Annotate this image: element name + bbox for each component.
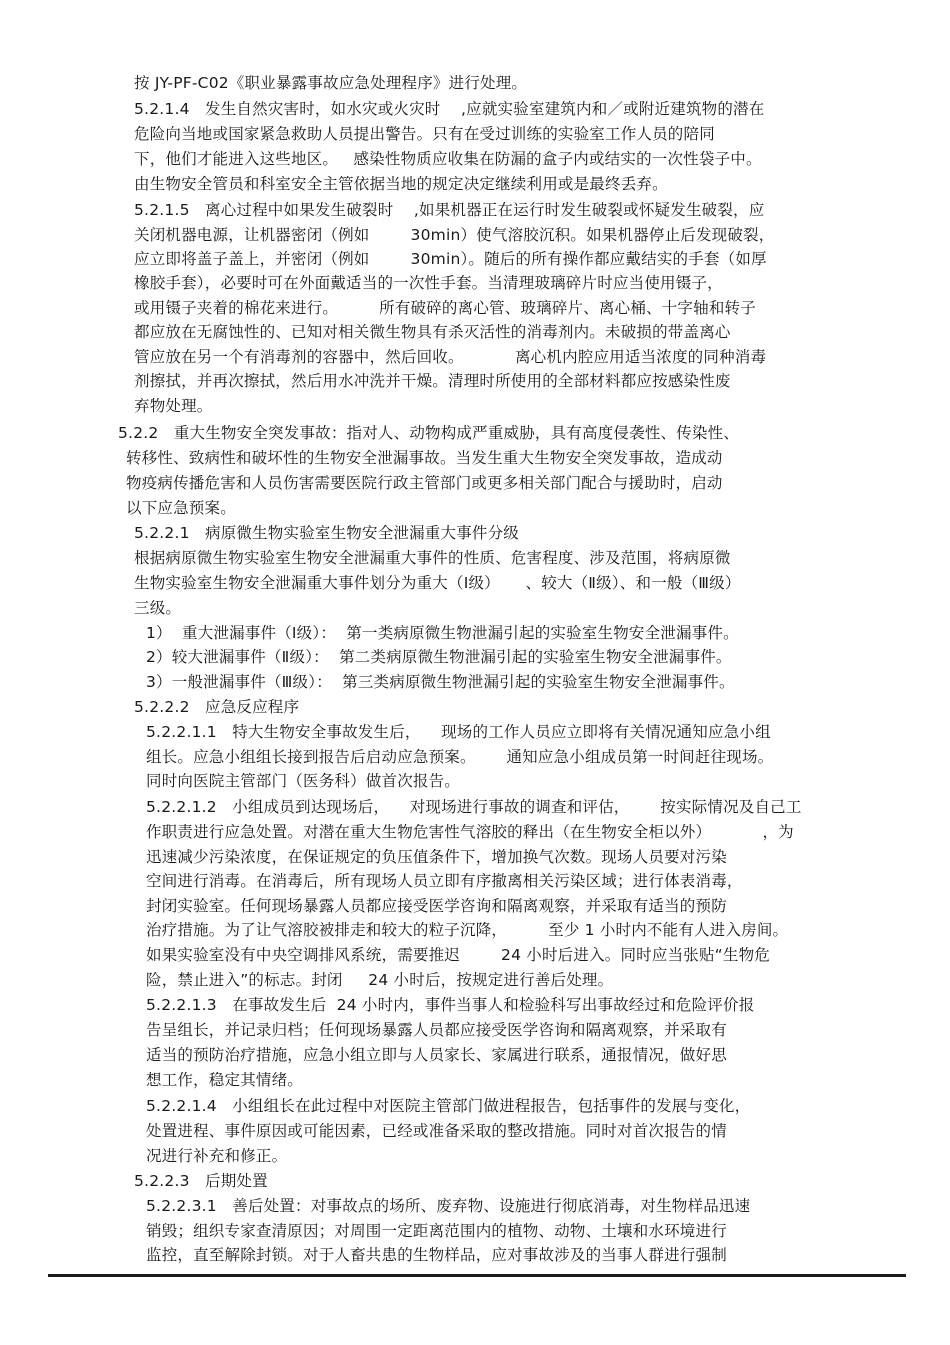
text-line: 剂擦拭，并再次擦拭，然后用水冲洗并干燥。清理时所使用的全部材料都应按感染性废: [134, 372, 731, 390]
text-line: 况进行补充和修正。: [146, 1147, 288, 1165]
subsection-heading: 5.2.2.2 应急反应程序: [134, 698, 300, 716]
list-item: 2）较大泄漏事件（Ⅱ级）： 第二类病原微生物泄漏引起的实验室生物安全泄漏事件。: [146, 648, 732, 666]
section-heading: 5.2.2 重大生物安全突发事故：指对人、动物构成严重威胁，具有高度侵袭性、传染性、: [118, 424, 740, 442]
text-line: 销毁；组织专家查清原因；对周围一定距离范围内的植物、动物、土壤和水环境进行: [146, 1222, 727, 1240]
text-line: 三级。: [134, 599, 182, 617]
footer-rule: [48, 1274, 906, 1277]
text-line: 组长。应急小组组长接到报告后启动应急预案。 通知应急小组成员第一时间赶往现场。: [146, 748, 774, 766]
text-line: 危险向当地或国家紧急救助人员提出警告。只有在受过训练的实验室工作人员的陪同: [134, 125, 715, 143]
text-line: 转移性、致病性和破坏性的生物安全泄漏事故。当发生重大生物安全突发事故，造成动: [126, 449, 723, 467]
text-line: 适当的预防治疗措施，应急小组立即与人员家长、家属进行联系，通报情况，做好思: [146, 1046, 727, 1064]
text-line: 以下应急预案。: [126, 499, 236, 517]
text-line: 5.2.1.4 发生自然灾害时，如水灾或火灾时 ,应就实验室建筑内和／或附近建筑物的潜在: [134, 100, 765, 118]
text-line: 或用镊子夹着的棉花来进行。 所有破碎的离心管、玻璃碎片、离心桶、十字轴和转子: [134, 299, 756, 317]
text-line: 弃物处理。: [134, 397, 213, 415]
text-line: 处置进程、事件原因或可能因素，已经或准备采取的整改措施。同时对首次报告的情: [146, 1122, 727, 1140]
text-line: 想工作，稳定其情绪。: [146, 1071, 304, 1089]
text-line: 应立即将盖子盖上，并密闭（例如 30min）。随后的所有操作都应戴结实的手套（如厚: [134, 250, 767, 268]
list-item: 3）一般泄漏事件（Ⅲ级）： 第三类病原微生物泄漏引起的实验室生物安全泄漏事件。: [146, 673, 735, 691]
text-line: 关闭机器电源，让机器密闭（例如 30min）使气溶胶沉积。如果机器停止后发现破裂，: [134, 226, 775, 244]
text-line: 监控，直至解除封锁。对于人畜共患的生物样品，应对事故涉及的当事人群进行强制: [146, 1246, 727, 1264]
text-line: 5.2.2.1.1 特大生物安全事故发生后， 现场的工作人员应立即将有关情况通知应急小组: [146, 723, 771, 741]
text-line: 告呈组长，并记录归档；任何现场暴露人员都应接受医学咨询和隔离观察，并采取有: [146, 1021, 727, 1039]
text-line: 如果实验室没有中央空调排风系统，需要推迟 24 小时后进入。同时应当张贴“生物危: [146, 946, 770, 964]
text-line: 5.2.2.1.3 在事故发生后 24 小时内，事件当事人和检验科写出事故经过和危险评价报: [146, 996, 755, 1014]
text-line: 5.2.2.1.4 小组组长在此过程中对医院主管部门做进程报告，包括事件的发展与变化，: [146, 1097, 751, 1115]
text-line: 同时向医院主管部门（医务科）做首次报告。: [146, 772, 461, 790]
text-line: 都应放在无腐蚀性的、已知对相关微生物具有杀灭活性的消毒剂内。未破损的带盖离心: [134, 323, 731, 341]
text-line: 险，禁止进入”的标志。封闭 24 小时后，按规定进行善后处理。: [146, 971, 614, 989]
text-line: 5.2.2.1.2 小组成员到达现场后， 对现场进行事故的调查和评估， 按实际情况及自己工: [146, 798, 802, 816]
text-line: 作职责进行应急处置。对潜在重大生物危害性气溶胶的释出（在生物安全柜以外） ，为: [146, 823, 794, 841]
text-line: 橡胶手套），必要时可在外面戴适当的一次性手套。当清理玻璃碎片时应当使用镊子，: [134, 274, 723, 292]
text-line: 生物实验室生物安全泄漏重大事件划分为重大（Ⅰ级） 、较大（Ⅱ级）、和一般（Ⅲ级）: [134, 574, 741, 592]
text-line: 按 JY-PF-C02《职业暴露事故应急处理程序》进行处理。: [134, 74, 528, 92]
text-line: 下，他们才能进入这些地区。 感染性物质应收集在防漏的盒子内或结实的一次性袋子中。: [134, 150, 762, 168]
text-line: 空间进行消毒。在消毒后，所有现场人员立即有序撤离相关污染区域；进行体表消毒，: [146, 872, 743, 890]
text-line: 封闭实验室。任何现场暴露人员都应接受医学咨询和隔离观察，并采取有适当的预防: [146, 897, 727, 915]
text-line: 治疗措施。为了让气溶胶被排走和较大的粒子沉降， 至少 1 小时内不能有人进入房间。: [146, 921, 789, 939]
subsection-heading: 5.2.2.3 后期处置: [134, 1172, 268, 1190]
text-line: 5.2.1.5 离心过程中如果发生破裂时 ,如果机器正在运行时发生破裂或怀疑发生破裂，应: [134, 201, 765, 219]
text-line: 根据病原微生物实验室生物安全泄漏重大事件的性质、危害程度、涉及范围，将病原微: [134, 549, 731, 567]
text-line: 物疫病传播危害和人员伤害需要医院行政主管部门或更多相关部门配合与援助时，启动: [126, 474, 723, 492]
list-item: 1） 重大泄漏事件（Ⅰ级）： 第一类病原微生物泄漏引起的实验室生物安全泄漏事件。: [146, 624, 739, 642]
text-line: 由生物安全管员和科室安全主管依据当地的规定决定继续利用或是最终丢弃。: [134, 175, 668, 193]
subsection-heading: 5.2.2.1 病原微生物实验室生物安全泄漏重大事件分级: [134, 524, 520, 542]
text-line: 管应放在另一个有消毒剂的容器中，然后回收。 离心机内腔应用适当浓度的同种消毒: [134, 348, 767, 366]
text-line: 5.2.2.3.1 善后处置：对事故点的场所、废弃物、设施进行彻底消毒，对生物样品迅速: [146, 1197, 751, 1215]
text-line: 迅速减少污染浓度，在保证规定的负压值条件下，增加换气次数。现场人员要对污染: [146, 848, 727, 866]
